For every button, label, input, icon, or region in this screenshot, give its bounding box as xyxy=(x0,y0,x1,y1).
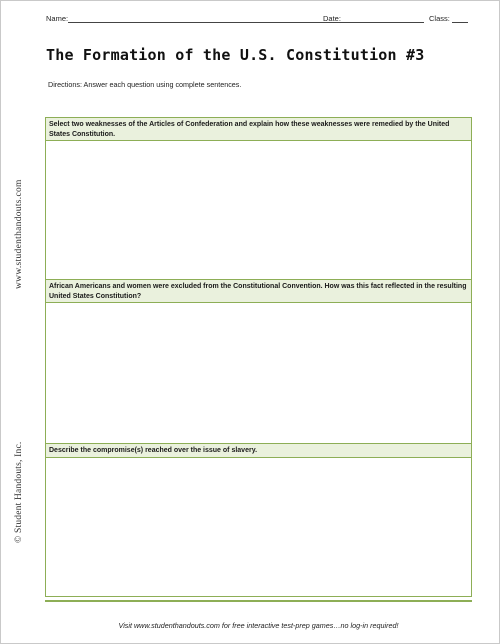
date-label: Date: xyxy=(323,14,341,23)
name-label: Name: xyxy=(46,14,69,23)
side-copyright-text: © Student Handouts, Inc. xyxy=(14,441,24,543)
class-label: Class: xyxy=(429,14,450,23)
answer-area-2[interactable] xyxy=(46,303,471,443)
question-prompt-3: Describe the compromise(s) reached over the issue of slavery. xyxy=(46,444,471,458)
answer-area-1[interactable] xyxy=(46,141,471,279)
question-box-2 xyxy=(45,279,472,444)
question-prompt-1: Select two weaknesses of the Articles of Confederation and explain how these weaknesses were remedied by the United States Constitution. xyxy=(46,118,471,141)
answer-area-3[interactable] xyxy=(46,458,471,596)
directions-text: Directions: Answer each question using complete sentences. xyxy=(48,80,242,89)
question-box-1 xyxy=(45,117,472,280)
page-title: The Formation of the U.S. Constitution #3 xyxy=(46,46,425,64)
footer-text: Visit www.studenthandouts.com for free interactive test-prep games…no log-in required! xyxy=(118,621,399,630)
footer-divider xyxy=(45,600,472,602)
question-box-3 xyxy=(45,443,472,597)
side-url-text: www.studenthandouts.com xyxy=(14,179,24,289)
question-prompt-2: African Americans and women were excluded from the Constitutional Convention. How was this fact reflected in the resulting United States Constitution? xyxy=(46,280,471,303)
